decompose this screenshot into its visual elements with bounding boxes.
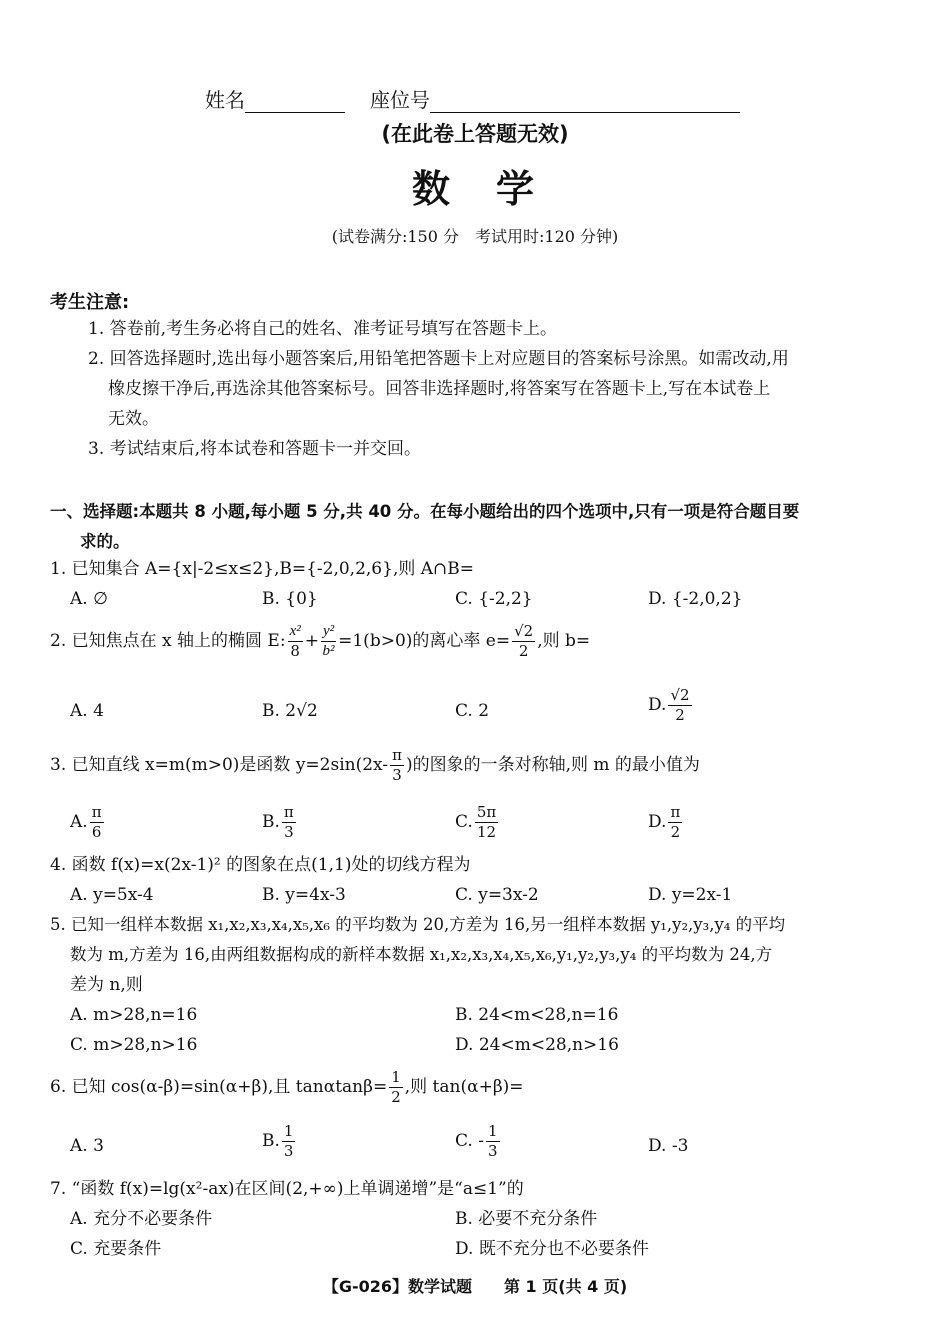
instruction-item: 1. 答卷前,考生务必将自己的姓名、准考证号填写在答题卡上。 bbox=[88, 319, 558, 339]
frac-num: π bbox=[670, 803, 681, 821]
question-7-stem: 7. “函数 f(x)=lg(x²-ax)在区间(2,+∞)上单调递增”是“a≤1”的 bbox=[50, 1179, 524, 1199]
q3-fraction bbox=[390, 748, 404, 783]
option-fraction bbox=[475, 805, 498, 840]
instruction-item: 2. 回答选择题时,选出每小题答案后,用铅笔把答题卡上对应题目的答案标号涂黑。如需改动,用 bbox=[88, 349, 789, 369]
instruction-item: 橡皮擦干净后,再选涂其他答案标号。回答非选择题时,将答案写在答题卡上,写在本试卷上 bbox=[108, 379, 771, 399]
question-3-stem bbox=[50, 748, 700, 783]
question-5-stem-cont: 数为 m,方差为 16,由两组数据构成的新样本数据 x₁,x₂,x₃,x₄,x₅,x₆,y₁,y₂,y₃,y₄ 的平均数为 24,方 bbox=[70, 945, 773, 964]
q5-option-c: C. m>28,n>16 bbox=[70, 1035, 198, 1055]
q5-option-d: D. 24<m<28,n>16 bbox=[455, 1035, 619, 1055]
q3-option-b bbox=[262, 805, 298, 840]
instruction-item: 无效。 bbox=[108, 409, 159, 429]
q5-option-b: B. 24<m<28,n=16 bbox=[455, 1005, 619, 1025]
frac-num: 1 bbox=[283, 1122, 294, 1140]
q4-option-b: B. y=4x-3 bbox=[262, 885, 346, 905]
q5-option-a: A. m>28,n=16 bbox=[70, 1005, 198, 1025]
q2-frac-num: x² bbox=[288, 624, 303, 642]
section-heading-cont: 求的。 bbox=[80, 532, 130, 551]
q6-option-d: D. -3 bbox=[648, 1136, 689, 1156]
q3-option-a bbox=[70, 805, 106, 840]
question-5-stem-cont: 差为 n,则 bbox=[70, 975, 143, 995]
seat-field bbox=[370, 84, 740, 113]
q2-mid: =1(b>0)的离心率 e= bbox=[338, 631, 511, 651]
q2-frac-num: √2 bbox=[514, 622, 534, 640]
q6-fraction bbox=[389, 1070, 403, 1105]
q1-option-b: B. {0} bbox=[262, 589, 318, 609]
q7-option-d: D. 既不充分也不必要条件 bbox=[455, 1239, 649, 1259]
option-label: D. bbox=[648, 812, 667, 832]
section-heading: 一、选择题:本题共 8 小题,每小题 5 分,共 40 分。在每小题给出的四个选项中,只有一项是符合题目要 bbox=[50, 502, 800, 521]
frac-den: 3 bbox=[283, 1142, 294, 1160]
q7-option-c: C. 充要条件 bbox=[70, 1239, 162, 1259]
option-fraction bbox=[668, 805, 682, 840]
question-1-stem: 1. 已知集合 A={x|-2≤x≤2},B={-2,0,2,6},则 A∩B= bbox=[50, 559, 475, 579]
q2-option-b: B. 2√2 bbox=[262, 701, 318, 721]
frac-num: 1 bbox=[391, 1068, 401, 1086]
q2-frac-num: y² bbox=[321, 624, 336, 642]
option-label: C. bbox=[455, 812, 473, 832]
option-fraction bbox=[282, 1124, 296, 1159]
option-label: B. bbox=[262, 1131, 280, 1151]
header-notice: (在此卷上答题无效) bbox=[381, 122, 569, 146]
frac-den: 2 bbox=[675, 706, 685, 724]
exam-info: (试卷满分:150 分 考试用时:120 分钟) bbox=[331, 227, 619, 246]
q2-fraction-e bbox=[512, 624, 535, 659]
name-blank bbox=[245, 94, 345, 113]
frac-den: 2 bbox=[670, 823, 681, 841]
frac-den: 3 bbox=[487, 1142, 498, 1160]
question-6-stem bbox=[50, 1070, 524, 1105]
q2-frac-den: 8 bbox=[290, 642, 300, 660]
q7-option-a: A. 充分不必要条件 bbox=[70, 1209, 213, 1229]
q2-option-d bbox=[648, 688, 694, 723]
frac-num: π bbox=[283, 803, 294, 821]
frac-num: 5π bbox=[476, 803, 497, 821]
q2-plus: + bbox=[304, 631, 319, 651]
q1-option-c: C. {-2,2} bbox=[455, 589, 533, 609]
question-4-stem: 4. 函数 f(x)=x(2x-1)² 的图象在点(1,1)处的切线方程为 bbox=[50, 855, 471, 875]
q2-option-c: C. 2 bbox=[455, 701, 490, 721]
frac-den: 2 bbox=[391, 1088, 401, 1106]
q2-frac-den: b² bbox=[322, 643, 335, 659]
q3-option-c bbox=[455, 805, 500, 840]
page-title: 数 学 bbox=[411, 166, 538, 211]
name-label: 姓名 bbox=[205, 88, 245, 112]
option-label: C. - bbox=[455, 1131, 484, 1151]
seat-blank bbox=[430, 94, 740, 113]
q3-option-d bbox=[648, 805, 684, 840]
frac-den: 3 bbox=[284, 823, 294, 841]
q2-option-d-label: D. bbox=[648, 695, 667, 715]
name-field bbox=[205, 84, 345, 113]
q1-option-d: D. {-2,0,2} bbox=[648, 589, 743, 609]
question-2-stem bbox=[50, 624, 590, 659]
q6-option-c bbox=[455, 1124, 502, 1159]
option-label: A. bbox=[70, 812, 88, 832]
q2-option-a: A. 4 bbox=[70, 701, 104, 721]
seat-label: 座位号 bbox=[370, 88, 430, 112]
q2-prefix: 2. 已知焦点在 x 轴上的椭圆 E: bbox=[50, 631, 286, 651]
frac-den: 6 bbox=[91, 823, 102, 841]
q4-option-a: A. y=5x-4 bbox=[70, 885, 154, 905]
q2-option-d-fraction bbox=[668, 688, 691, 723]
frac-num: √2 bbox=[670, 686, 690, 704]
option-label: B. bbox=[262, 812, 280, 832]
instruction-item: 3. 考试结束后,将本试卷和答题卡一并交回。 bbox=[88, 439, 422, 459]
q2-suffix: ,则 b= bbox=[537, 631, 591, 651]
q3-prefix: 3. 已知直线 x=m(m>0)是函数 y=2sin(2x- bbox=[50, 755, 389, 775]
q4-option-c: C. y=3x-2 bbox=[455, 885, 539, 905]
frac-den: 3 bbox=[392, 766, 402, 784]
frac-num: π bbox=[392, 746, 402, 764]
option-fraction bbox=[90, 805, 104, 840]
q6-prefix: 6. 已知 cos(α-β)=sin(α+β),且 tanαtanβ= bbox=[50, 1077, 388, 1097]
q3-suffix: )的图象的一条对称轴,则 m 的最小值为 bbox=[405, 755, 700, 775]
q1-option-a: A. ∅ bbox=[70, 589, 108, 609]
frac-num: π bbox=[91, 803, 102, 821]
q7-option-b: B. 必要不充分条件 bbox=[455, 1209, 598, 1229]
question-5-stem: 5. 已知一组样本数据 x₁,x₂,x₃,x₄,x₅,x₆ 的平均数为 20,方差为 16,另一组样本数据 y₁,y₂,y₃,y₄ 的平均 bbox=[50, 915, 786, 934]
frac-num: 1 bbox=[487, 1122, 498, 1140]
q6-option-a: A. 3 bbox=[70, 1136, 104, 1156]
page-footer: 【G-026】数学试题 第 1 页(共 4 页) bbox=[322, 1277, 628, 1296]
q6-option-b bbox=[262, 1124, 297, 1159]
q6-suffix: ,则 tan(α+β)= bbox=[404, 1077, 524, 1097]
instructions-title: 考生注意: bbox=[50, 292, 130, 313]
q2-fraction-x bbox=[288, 624, 303, 659]
option-fraction bbox=[486, 1124, 500, 1159]
option-fraction bbox=[282, 805, 296, 840]
q2-fraction-y bbox=[321, 624, 336, 659]
q4-option-d: D. y=2x-1 bbox=[648, 885, 733, 905]
frac-den: 12 bbox=[476, 823, 497, 841]
q2-frac-den: 2 bbox=[518, 642, 529, 660]
